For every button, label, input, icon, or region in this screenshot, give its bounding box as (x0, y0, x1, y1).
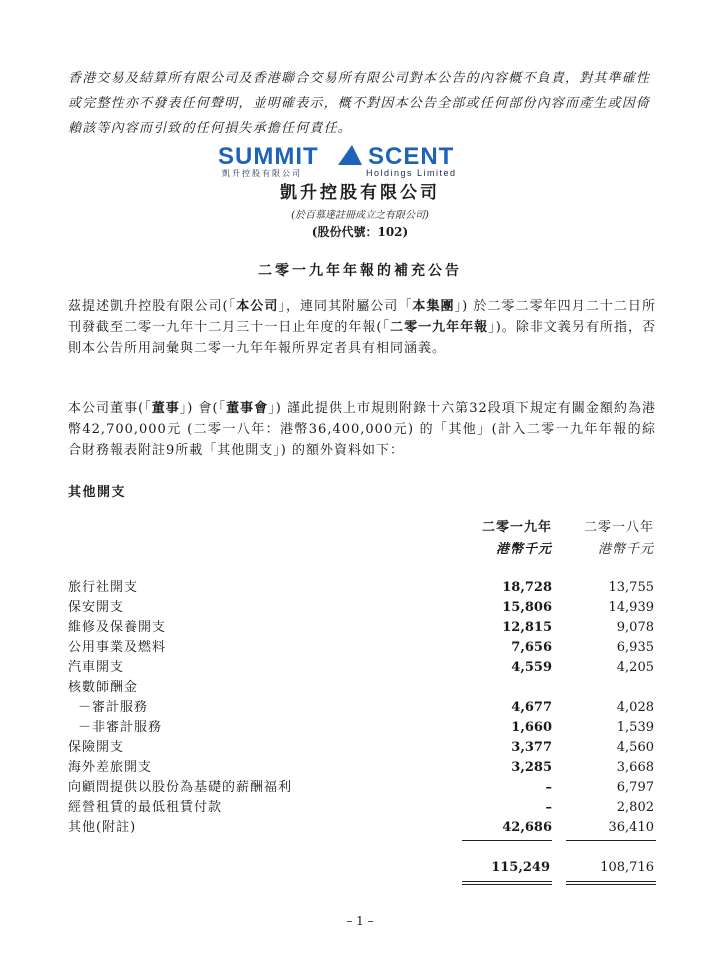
details-paragraph: 本公司董事(「董事」) 會(「董事會」) 謹此提供上市規則附錄十六第32段項下規定有關金額約為港幣42,700,000元 (二零一八年：港幣36,400,000元) 的「其他」(計入二零一九年年報的綜合財務報表附註9所載「其他開支」) 的額外資料如下： (68, 401, 656, 458)
logo-word-scent: SCENT (368, 143, 455, 170)
company-name: 凱升控股有限公司 (280, 183, 440, 203)
table-row: 汽車開支 4,559 4,205 (68, 660, 654, 675)
table-row: 公用事業及燃料 7,656 6,935 (68, 640, 654, 655)
intro-paragraph: 茲提述凱升控股有限公司(「本公司」，連同其附屬公司「本集團」) 於二零二零年四月二十二日所刊發截至二零一九年十二月三十一日止年度的年報(「二零一九年年報」)。除非文義另有所指，否則本公告所用詞彙與二零一九年年報所界定者具有相同涵義。 (68, 299, 656, 356)
subtotal-rule-2019 (462, 840, 552, 841)
total-double-rule-2019-top (462, 881, 552, 882)
total-double-rule-2019-bottom (462, 884, 552, 885)
logo-holdings-text: Holdings Limited (366, 168, 457, 178)
table-row: 其他(附註) 42,686 36,410 (68, 820, 654, 835)
announcement-title: 二零一九年年報的補充公告 (258, 263, 462, 279)
stock-code: (股份代號：102) (311, 225, 409, 239)
table-row: 維修及保養開支 12,815 9,078 (68, 620, 654, 635)
table-row: 經營租賃的最低租賃付款 – 2,802 (68, 800, 654, 815)
section-heading: 其他開支 (68, 485, 127, 500)
subtotal-rule-2018 (566, 840, 656, 841)
incorporation-note: (於百慕達註冊成立之有限公司) (291, 210, 429, 221)
table-row: 旅行社開支 18,728 13,755 (68, 580, 654, 595)
expenses-table (68, 578, 656, 838)
logo-word-summit: SUMMIT (218, 143, 319, 170)
logo-chinese-name: 凱升控股有限公司 (222, 169, 302, 178)
table-row: 向顧問提供以股份為基礎的薪酬福利 – 6,797 (68, 780, 654, 795)
total-double-rule-2018-top (566, 881, 656, 882)
table-row: 保安開支 15,806 14,939 (68, 600, 654, 615)
table-row: 海外差旅開支 3,285 3,668 (68, 760, 654, 775)
table-row: 保險開支 3,377 4,560 (68, 740, 654, 755)
company-logo (216, 143, 506, 183)
disclaimer-text: 香港交易及結算所有限公司及香港聯合交易所有限公司對本公告的內容概不負責，對其準確性或完整性亦不發表任何聲明，並明確表示，概不對因本公告全部或任何部份內容而產生或因倚賴該等內容而引致的任何損失承擔任何責任。 (68, 71, 651, 136)
table-row: －非審計服務 1,660 1,539 (78, 720, 654, 735)
table-row: 核數師酬金 (68, 680, 139, 695)
total-2018: 108,716 (600, 860, 654, 875)
column-header-2019: 二零一九年 港幣千元 (481, 520, 552, 557)
total-double-rule-2018-bottom (566, 884, 656, 885)
page-number: – 1 – (346, 914, 374, 928)
total-2019: 115,249 (491, 860, 550, 875)
table-row: －審計服務 4,677 4,028 (78, 700, 654, 715)
logo-a-triangle-icon (338, 145, 362, 165)
column-header-2018: 二零一八年 港幣千元 (583, 520, 654, 557)
